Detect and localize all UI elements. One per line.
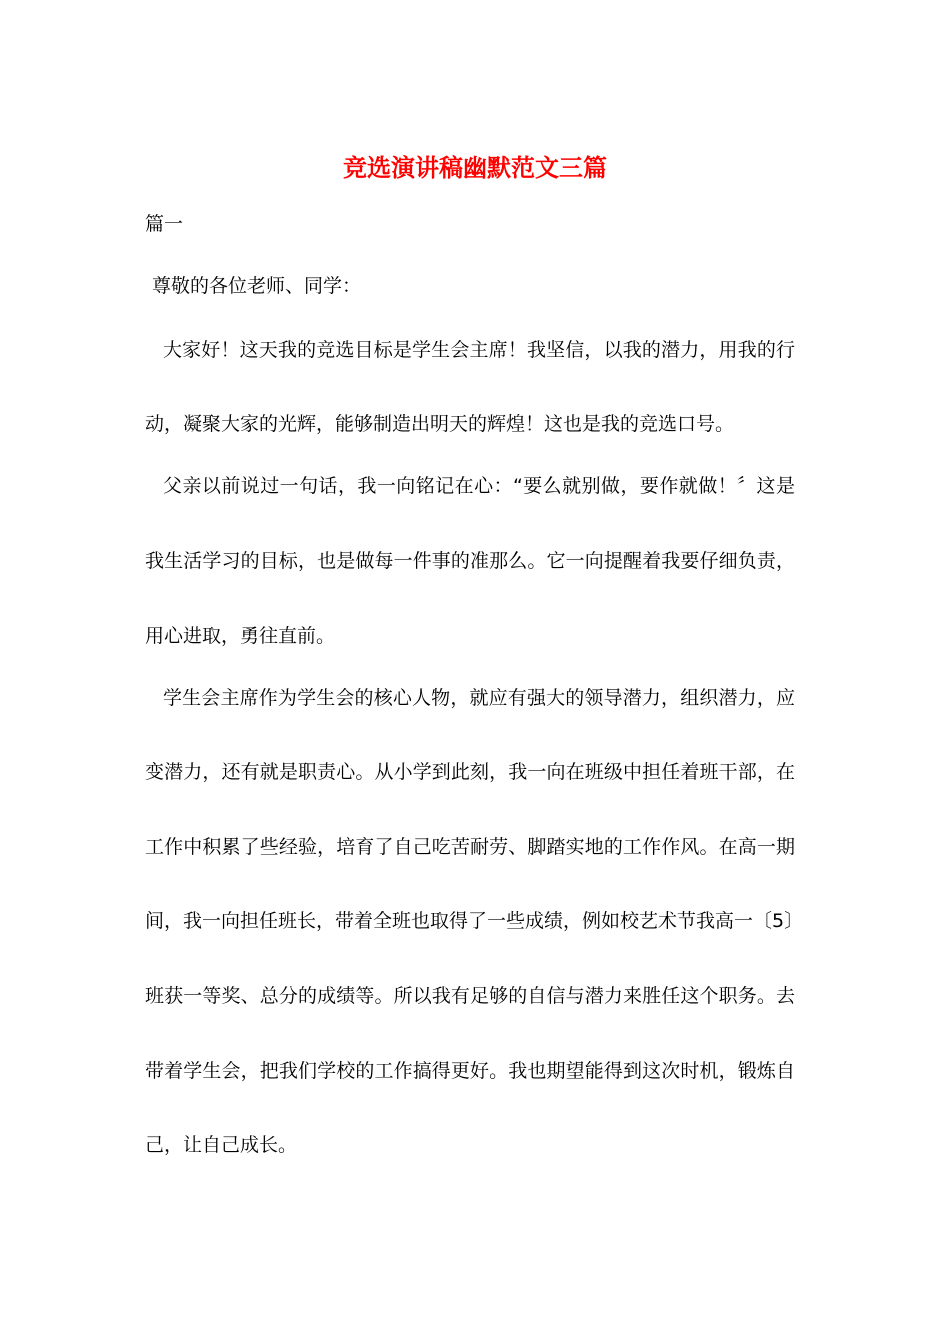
paragraph-line: 变潜力，还有就是职责心。从小学到此刻，我一向在班级中担任着班干部，在 [145, 761, 795, 783]
document-title: 竞选演讲稿幽默范文三篇 [343, 153, 607, 182]
paragraph-line: 父亲以前说过一句话，我一向铭记在心：“要么就别做，要作就做！〞这是 [163, 475, 795, 497]
paragraph-line: 带着学生会，把我们学校的工作搞得更好。我也期望能得到这次时机，锻炼自 [145, 1060, 795, 1082]
paragraph-line: 我生活学习的目标，也是做每一件事的准那么。它一向提醒着我要仔细负责， [145, 550, 795, 572]
paragraph-line: 间，我一向担任班长，带着全班也取得了一些成绩，例如校艺术节我高一〔5〕 [145, 910, 804, 932]
salutation-line: 尊敬的各位老师、同学： [152, 275, 362, 297]
paragraph-line: 动，凝聚大家的光辉，能够制造出明天的辉煌！这也是我的竞选口号。 [145, 413, 735, 435]
section-heading: 篇一 [145, 213, 184, 235]
paragraph-line: 大家好！这天我的竞选目标是学生会主席！我坚信，以我的潜力，用我的行 [163, 339, 795, 361]
paragraph-line: 己，让自己成长。 [145, 1134, 298, 1156]
paragraph-line: 学生会主席作为学生会的核心人物，就应有强大的领导潜力，组织潜力，应 [163, 687, 795, 709]
paragraph-line: 班获一等奖、总分的成绩等。所以我有足够的自信与潜力来胜任这个职务。去 [145, 985, 795, 1007]
paragraph-line: 工作中积累了些经验，培育了自己吃苦耐劳、脚踏实地的工作作风。在高一期 [145, 836, 795, 858]
paragraph-line: 用心进取，勇往直前。 [145, 625, 336, 647]
